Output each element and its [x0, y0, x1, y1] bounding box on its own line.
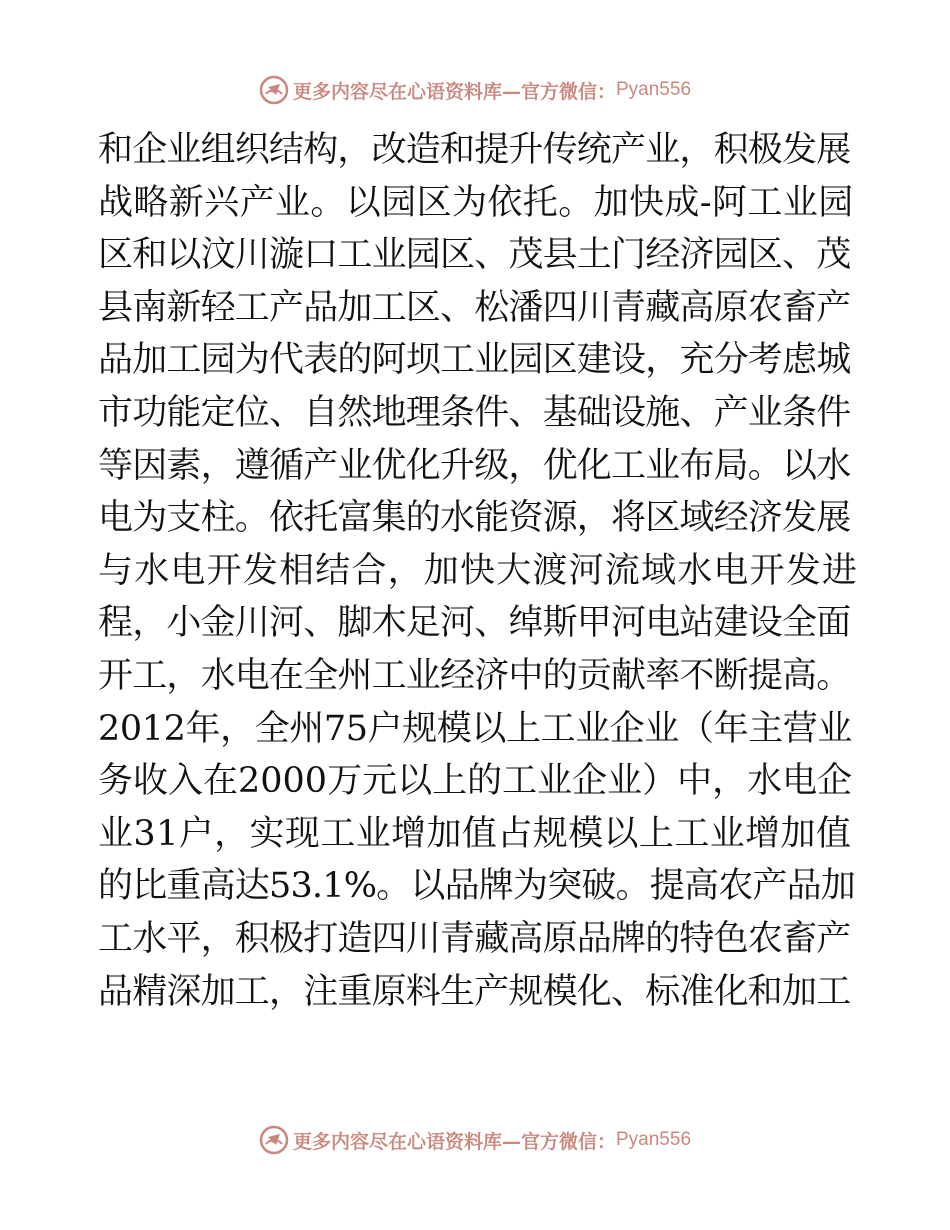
text-line: 战略新兴产业。以园区为依托。加快成-阿工业园: [98, 182, 854, 223]
text-line: 2012年，全州75户规模以上工业企业（年主营业: [98, 708, 853, 749]
watermark-text: 更多内容尽在心语资料库—官方微信：: [292, 80, 616, 103]
watermark-content: [259, 1125, 691, 1155]
text-line: 开工，水电在全州工业经济中的贡献率不断提高。: [98, 655, 851, 696]
top-watermark-banner: [0, 70, 950, 110]
open-book-logo-icon: [259, 1125, 289, 1155]
watermark-content: [259, 75, 691, 105]
document-body: [98, 124, 858, 1018]
text-line: 县南新轻工产品加工区、松潘四川青藏高原农畜产: [98, 287, 851, 328]
open-book-logo-icon: [259, 75, 289, 105]
text-line: 与水电开发相结合，加快大渡河流域水电开发进: [98, 550, 859, 591]
watermark-text: 更多内容尽在心语资料库—官方微信：: [292, 1130, 616, 1153]
text-line: 等因素，遵循产业优化升级，优化工业布局。以水: [98, 445, 851, 486]
wechat-id: Pyan556: [616, 1129, 692, 1150]
text-line: 务收入在2000万元以上的工业企业）中，水电企: [98, 761, 853, 802]
text-line: 品加工园为代表的阿坝工业园区建设，充分考虑城: [98, 340, 851, 381]
text-line: 业31户，实现工业增加值占规模以上工业增加值: [98, 813, 852, 854]
text-line: 市功能定位、自然地理条件、基础设施、产业条件: [98, 392, 851, 433]
text-line: 和企业组织结构，改造和提升传统产业，积极发展: [98, 130, 851, 170]
text-line: 工水平，积极打造四川青藏高原品牌的特色农畜产: [98, 918, 851, 959]
wechat-id: Pyan556: [616, 79, 692, 100]
text-line: 电为支柱。依托富集的水能资源，将区域经济发展: [98, 498, 851, 539]
text-line: 程，小金川河、脚木足河、绰斯甲河电站建设全面: [98, 603, 851, 644]
text-line: 区和以汶川漩口工业园区、茂县土门经济园区、茂: [98, 235, 851, 276]
bottom-watermark-banner: [0, 1120, 950, 1160]
text-line: 的比重高达53.1%。以品牌为突破。提高农产品加: [98, 866, 855, 907]
text-line: 品精深加工，注重原料生产规模化、标准化和加工: [98, 971, 851, 1012]
